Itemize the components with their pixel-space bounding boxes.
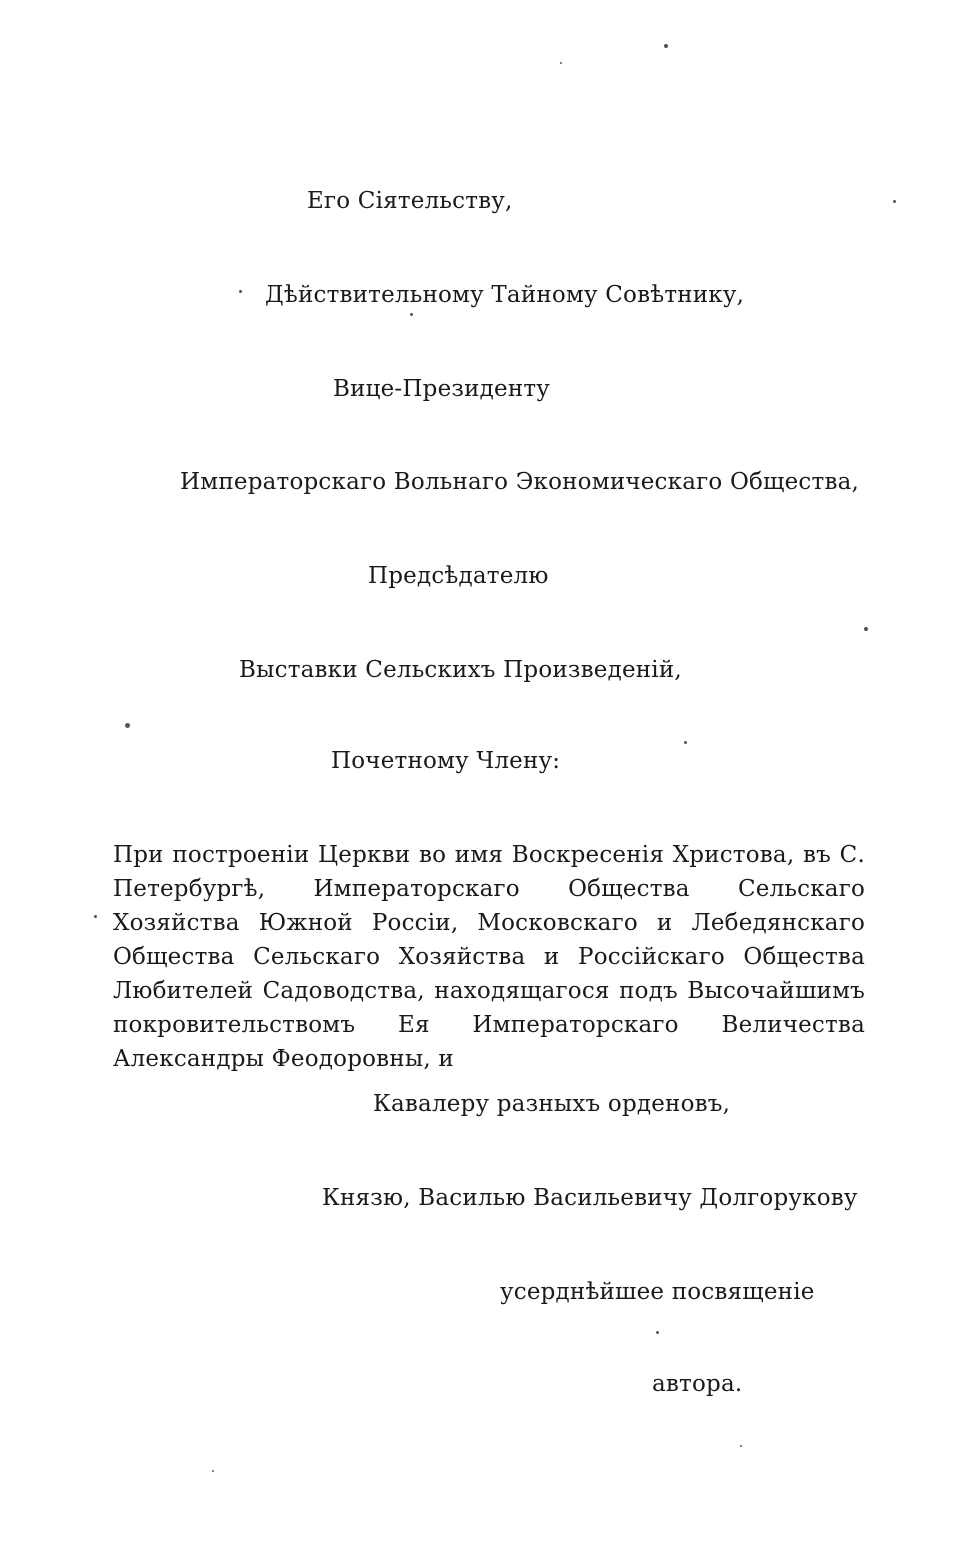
- scan-speck: [410, 313, 413, 316]
- scan-speck: [239, 290, 242, 293]
- dedication-paragraph: При построеніи Церкви во имя Воскресенія Христова, въ С. Петербургѣ, Императорскаго Общества Сельскаго Хозяйства Южной Россіи, Московскаго и Лебедянскаго Общества Сельскаго Хозяйства и Россійскаго Общества Любителей Садоводства, находящагося подъ Высочайшимъ покровительствомъ Ея Императорскаго Величества Александры Феодоровны, и: [113, 842, 865, 1072]
- scan-speck: [125, 723, 130, 728]
- closing-line-cavalier: Кавалеру разныхъ орденовъ,: [373, 1091, 731, 1117]
- closing-line-dedication: усерднѣйшее посвященіе: [500, 1279, 815, 1305]
- scan-speck: [664, 44, 668, 48]
- dedication-line-exhibition: Выставки Сельскихъ Произведеній,: [239, 657, 682, 683]
- scan-speck: [560, 62, 562, 64]
- dedication-line-honorary-member: Почетному Члену:: [331, 748, 561, 774]
- closing-line-author: автора.: [652, 1371, 743, 1397]
- dedication-line-vice-president: Вице-Президенту: [333, 376, 551, 402]
- dedication-line-chairman: Предсѣдателю: [368, 563, 549, 589]
- dedication-line-society: Императорскаго Вольнаго Экономическаго Общества,: [180, 469, 860, 495]
- scan-speck: [864, 627, 868, 631]
- closing-line-prince: Князю, Василью Васильевичу Долгорукову: [322, 1185, 858, 1211]
- scan-speck: [94, 915, 97, 918]
- scan-speck: [740, 1445, 742, 1447]
- scan-speck: [656, 1331, 659, 1334]
- scan-speck: [893, 200, 896, 203]
- scan-speck: [212, 1470, 214, 1472]
- scan-speck: [684, 741, 687, 744]
- dedication-line-title: Его Сіятельству,: [307, 188, 513, 214]
- dedication-line-rank: Дѣйствительному Тайному Совѣтнику,: [265, 282, 745, 308]
